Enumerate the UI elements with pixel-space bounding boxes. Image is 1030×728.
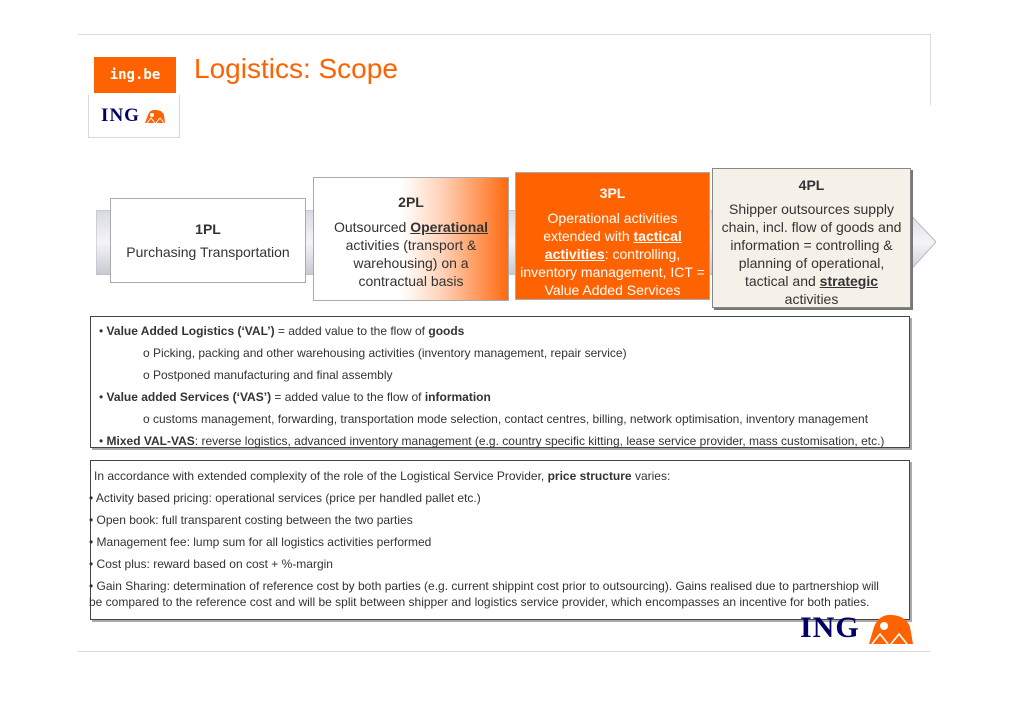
price-structure-box	[90, 460, 910, 620]
scope-text-4pl-bold: strategic	[819, 273, 879, 289]
scope-box-4pl	[712, 168, 911, 308]
vas-line	[99, 390, 491, 404]
val-item: o Picking, packing and other warehousing activities (inventory management, repair service)	[143, 346, 627, 360]
mixed-bold: Mixed VAL-VAS	[106, 434, 195, 448]
scope-heading-1pl: 1PL	[195, 221, 221, 237]
lion-icon	[143, 107, 167, 125]
ing-logo	[88, 95, 180, 138]
scope-text-2pl-line1	[314, 218, 508, 236]
ing-footer-text: ING	[800, 611, 860, 644]
val-line	[99, 324, 464, 338]
scope-box-1pl	[110, 198, 306, 283]
mixed-text: : reverse logistics, advanced inventory management (e.g. country specific kitting, lease service provider, mass customisation, etc.)	[194, 434, 885, 448]
scope-heading-2pl: 2PL	[398, 194, 424, 210]
scope-text-3pl-line2	[516, 227, 709, 245]
val-end: goods	[428, 324, 465, 338]
scope-text-4pl-line1: Shipper outsources supply	[729, 201, 894, 217]
ing-footer-logo	[800, 610, 916, 646]
scope-text-4pl-line6: activities	[784, 291, 839, 307]
scope-text-2pl-pre: Outsourced	[333, 219, 411, 235]
scope-text-3pl-line4: inventory management, ICT =	[520, 264, 705, 280]
pricing-item: • Management fee: lump sum for all logistics activities performed	[89, 535, 432, 549]
pricing-intro	[94, 469, 670, 483]
vas-item: o customs management, forwarding, transportation mode selection, contact centres, billing, network optimisation, inventory management	[143, 412, 869, 426]
scope-text-4pl-pre: tactical and	[744, 273, 820, 289]
bullet: •	[99, 434, 107, 448]
scope-text-1pl: Purchasing Transportation	[126, 244, 290, 260]
scope-text-4pl-line2: chain, incl. flow of goods and	[721, 219, 902, 235]
pricing-item: • Gain Sharing: determination of reference cost by both parties (e.g. current shippint cost prior to outsourcing). Gains realised due to partnershiop will	[89, 579, 879, 593]
scope-text-2pl-line3: warehousing) on a	[353, 255, 469, 271]
val-item: o Postponed manufacturing and final assembly	[143, 368, 393, 382]
scope-text-3pl-pre: extended with	[543, 228, 634, 244]
scope-text-4pl-line3: information = controlling &	[730, 237, 893, 253]
scope-text-2pl-line4: contractual basis	[358, 273, 464, 289]
pricing-intro-bold: price structure	[547, 469, 632, 483]
scope-text-3pl-post: : controlling,	[604, 246, 681, 262]
scope-text-2pl-bold: Operational	[410, 219, 489, 235]
pricing-intro-pre: In accordance with extended complexity of the role of the Logistical Service Provider,	[94, 469, 548, 483]
scope-heading-3pl: 3PL	[599, 185, 626, 201]
scope-heading-4pl: 4PL	[798, 177, 825, 193]
bullet: •	[99, 324, 107, 338]
pricing-item: be compared to the reference cost and will be split between shipper and logistics service provider, which encompasses an incentive for both paties.	[89, 595, 870, 609]
scope-text-3pl-bold2: activities	[544, 246, 605, 262]
scope-box-3pl	[515, 172, 710, 300]
pricing-item: • Activity based pricing: operational services (price per handled pallet etc.)	[89, 491, 481, 505]
ing-be-label: ing.be	[109, 67, 161, 83]
val-vas-box	[90, 316, 910, 448]
footer-divider	[78, 651, 930, 652]
mixed-line	[99, 434, 884, 448]
scope-text-3pl-bold1: tactical	[633, 228, 682, 244]
pricing-item: • Cost plus: reward based on cost + %-margin	[89, 557, 333, 571]
scope-text-4pl-line5	[713, 272, 910, 290]
scope-text-4pl-line4: planning of operational,	[738, 255, 885, 271]
vas-bold: Value added Services (‘VAS’)	[106, 390, 272, 404]
scope-box-2pl	[313, 177, 509, 301]
ing-logo-text: ING	[101, 105, 140, 126]
scope-text-3pl-line3	[516, 245, 709, 263]
ing-be-tab[interactable]	[94, 57, 176, 93]
scope-text-2pl-line2: activities (transport &	[345, 237, 477, 253]
bullet: •	[99, 390, 107, 404]
lion-icon	[866, 610, 916, 646]
scope-text-3pl-line1: Operational activities	[547, 210, 678, 226]
pricing-item: • Open book: full transparent costing between the two parties	[89, 513, 413, 527]
page-title: Logistics: Scope	[194, 53, 398, 84]
vas-end: information	[424, 390, 491, 404]
vas-mid: = added value to the flow of	[271, 390, 425, 404]
scope-text-3pl-line5: Value Added Services	[544, 282, 681, 298]
val-mid: = added value to the flow of	[274, 324, 429, 338]
val-bold: Value Added Logistics (‘VAL’)	[106, 324, 275, 338]
pricing-intro-post: varies:	[631, 469, 671, 483]
